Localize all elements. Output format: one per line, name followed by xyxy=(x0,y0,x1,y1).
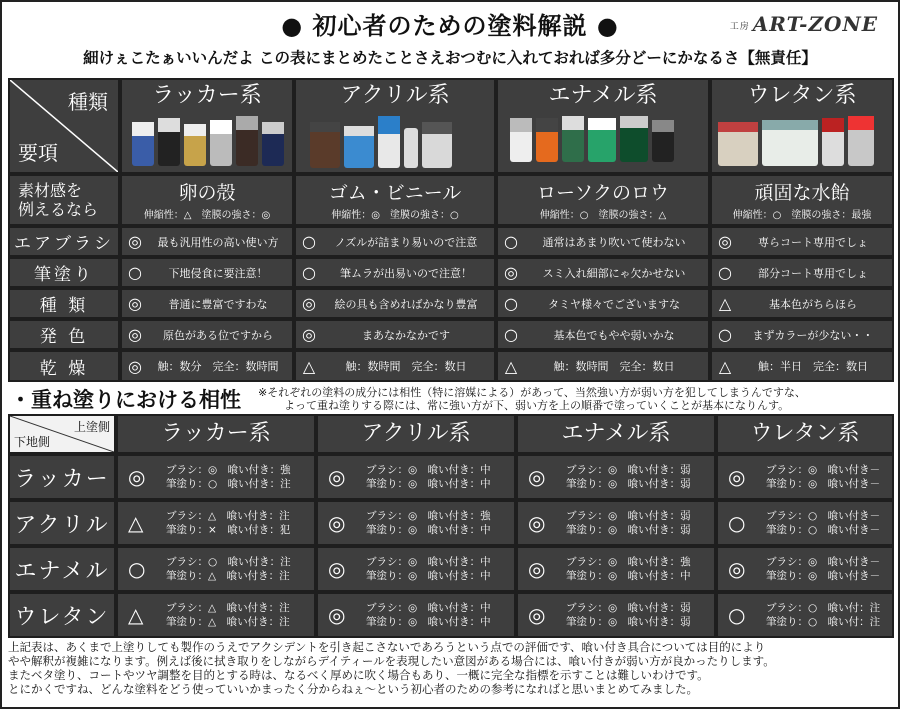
material-cell: ローソクのロウ 伸縮性：○ 塗膜の強さ：△ xyxy=(498,176,708,224)
paint-name: ウレタン系 xyxy=(747,83,857,108)
footer-line: とにかくですね、どんな塗料をどう使っていいかまったく分からねぇ～という初心者のための参考になればと思いまとめてみました。 xyxy=(8,682,698,696)
compat-cell: ◎ ブラシ：◎ 喰い付き：弱 筆塗り：◎ 喰い付き：弱 xyxy=(518,594,714,636)
paint-bottles-image xyxy=(310,116,452,168)
corner-label-top: 上塗側 xyxy=(73,420,110,434)
compat-cell: ◎ ブラシ：◎ 喰い付き：強 筆塗り：◎ 喰い付き：中 xyxy=(518,548,714,590)
paint-bottles-image xyxy=(510,116,674,162)
paint-bottles-image xyxy=(132,116,284,166)
rating-cell: ○ 基本色でもやや弱いかな xyxy=(498,321,708,348)
rating-cell: ○ タミヤ様々でございますな xyxy=(498,290,708,317)
rating-cell: ◎ スミ入れ細部にゃ欠かせない xyxy=(498,259,708,286)
rating-cell: ○ まずカラーが少ない・・ xyxy=(712,321,892,348)
compat-cell: ○ ブラシ：○ 喰い付き：注 筆塗り：△ 喰い付き：注 xyxy=(118,548,314,590)
rating-cell: ○ 部分コート専用でしょ xyxy=(712,259,892,286)
paint-overview-table xyxy=(8,78,894,382)
rating-cell: ◎ 最も汎用性の高い使い方 xyxy=(122,228,292,255)
rating-cell: ◎ 専らコート専用でしょ xyxy=(712,228,892,255)
paint-header-acrylic xyxy=(296,80,494,172)
corner-label-bottom: 下地側 xyxy=(14,435,51,449)
compat-row-urethane: ウレタン xyxy=(10,594,114,636)
compat-cell: ◎ ブラシ：◎ 喰い付き－ 筆塗り：◎ 喰い付き－ xyxy=(718,456,892,498)
compat-row-lacquer: ラッカー xyxy=(10,456,114,498)
material-cell: 頑固な水飴 伸縮性：○ 塗膜の強さ：最強 xyxy=(712,176,892,224)
rating-cell: △ 触：数時間 完全：数日 xyxy=(296,352,494,380)
rating-cell: ◎ 普通に豊富ですわな xyxy=(122,290,292,317)
brand-logo: 工房 ART-ZONE xyxy=(729,12,878,36)
row-label-material: 素材感を 例えるなら xyxy=(10,176,118,224)
rating-cell: ◎ まあなかなかです xyxy=(296,321,494,348)
rating-cell: △ 触：数時間 完全：数日 xyxy=(498,352,708,380)
compat-section-title: ・重ね塗りにおける相性 xyxy=(10,388,241,412)
page-title: ● 初心者のための塗料解説 ● xyxy=(281,12,619,40)
footer-line: またベタ塗り、コートやツヤ調整を目的とする時は、なるべく厚めに吹く場合もあり、一概に完全な指標を示すことは難しいわけです。 xyxy=(8,668,709,682)
row-label-brush: 筆塗り xyxy=(10,259,118,286)
rating-cell: ◎ 絵の具も含めればかなり豊富 xyxy=(296,290,494,317)
page-subtitle: 細けぇこたぁいいんだよ この表にまとめたことさえおつむに入れておれば多分どーにかなるさ【無責任】 xyxy=(83,49,817,67)
compat-corner xyxy=(10,416,114,452)
compat-col-enamel: エナメル系 xyxy=(518,416,714,452)
row-label-airbrush: エアブラシ xyxy=(10,228,118,255)
corner-label-item: 要項 xyxy=(18,141,58,165)
rating-cell: ○ 筆ムラが出易いので注意！ xyxy=(296,259,494,286)
compat-cell: △ ブラシ：△ 喰い付き：注 筆塗り：× 喰い付き：犯 xyxy=(118,502,314,544)
compat-cell: ◎ ブラシ：◎ 喰い付き：中 筆塗り：◎ 喰い付き：中 xyxy=(318,594,514,636)
compat-cell: ◎ ブラシ：◎ 喰い付き：中 筆塗り：◎ 喰い付き：中 xyxy=(318,548,514,590)
paint-name: エナメル系 xyxy=(548,83,658,108)
rating-cell: ○ 下地侵食に要注意！ xyxy=(122,259,292,286)
compat-cell: △ ブラシ：△ 喰い付き：注 筆塗り：△ 喰い付き：注 xyxy=(118,594,314,636)
rating-cell: ○ 通常はあまり吹いて使わない xyxy=(498,228,708,255)
compat-row-enamel: エナメル xyxy=(10,548,114,590)
material-cell: ゴム・ビニール 伸縮性：◎ 塗膜の強さ：○ xyxy=(296,176,494,224)
table-corner xyxy=(10,80,118,172)
footer-notes xyxy=(8,640,894,696)
compat-cell: ◎ ブラシ：◎ 喰い付き：弱 筆塗り：◎ 喰い付き：弱 xyxy=(518,502,714,544)
corner-label-type: 種類 xyxy=(68,90,108,114)
compat-cell: ○ ブラシ：○ 喰い付き－ 筆塗り：○ 喰い付き－ xyxy=(718,502,892,544)
paint-name: ラッカー系 xyxy=(152,83,262,108)
compat-col-acrylic: アクリル系 xyxy=(318,416,514,452)
rating-cell: ○ ノズルが詰まり易いので注意 xyxy=(296,228,494,255)
compat-col-urethane: ウレタン系 xyxy=(718,416,892,452)
compat-cell: ◎ ブラシ：◎ 喰い付き：弱 筆塗り：◎ 喰い付き：弱 xyxy=(518,456,714,498)
rating-cell: ◎ 原色がある位ですから xyxy=(122,321,292,348)
paint-header-urethane xyxy=(712,80,892,172)
row-label-variety: 種 類 xyxy=(10,290,118,317)
compat-col-lacquer: ラッカー系 xyxy=(118,416,314,452)
compat-note: ※それぞれの塗料の成分には相性（特に溶媒による）があって、当然強い方が弱い方を犯してしまうんですな、 よって重ね塗りする際には、常に強い方が下、弱い方を上の順番で塗っていくことが基本になりんす。 xyxy=(258,386,806,412)
row-label-color: 発 色 xyxy=(10,321,118,348)
compat-cell: ◎ ブラシ：◎ 喰い付き：中 筆塗り：◎ 喰い付き：中 xyxy=(318,456,514,498)
paint-header-lacquer xyxy=(122,80,292,172)
paint-header-enamel xyxy=(498,80,708,172)
compat-cell: ◎ ブラシ：◎ 喰い付き：強 筆塗り：◎ 喰い付き：中 xyxy=(318,502,514,544)
compat-cell: ◎ ブラシ：◎ 喰い付き：強 筆塗り：○ 喰い付き：注 xyxy=(118,456,314,498)
rating-cell: ◎ 触：数分 完全：数時間 xyxy=(122,352,292,380)
rating-cell: △ 基本色がちらほら xyxy=(712,290,892,317)
footer-line: やや解釈が複雑になります。例えば後に拭き取りをしながらデイティールを表現したい意図がある場合には、喰い付きが弱い方が良かったりします。 xyxy=(8,654,775,668)
compat-cell: ◎ ブラシ：◎ 喰い付き－ 筆塗り：◎ 喰い付き－ xyxy=(718,548,892,590)
compat-row-acrylic: アクリル xyxy=(10,502,114,544)
paint-name: アクリル系 xyxy=(340,83,450,108)
compat-table xyxy=(8,414,894,638)
rating-cell: △ 触：半日 完全：数日 xyxy=(712,352,892,380)
row-label-drying: 乾 燥 xyxy=(10,352,118,380)
compat-cell: ○ ブラシ：○ 喰い付：注 筆塗り：○ 喰い付：注 xyxy=(718,594,892,636)
footer-line: 上記表は、あくまで上塗りしても製作のうえでアクシデントを引き起こさないであろうという点での評価です、喰い付き具合については目的により xyxy=(8,640,766,654)
paint-bottles-image xyxy=(718,116,874,166)
material-cell: 卵の殻 伸縮性：△ 塗膜の強さ：◎ xyxy=(122,176,292,224)
